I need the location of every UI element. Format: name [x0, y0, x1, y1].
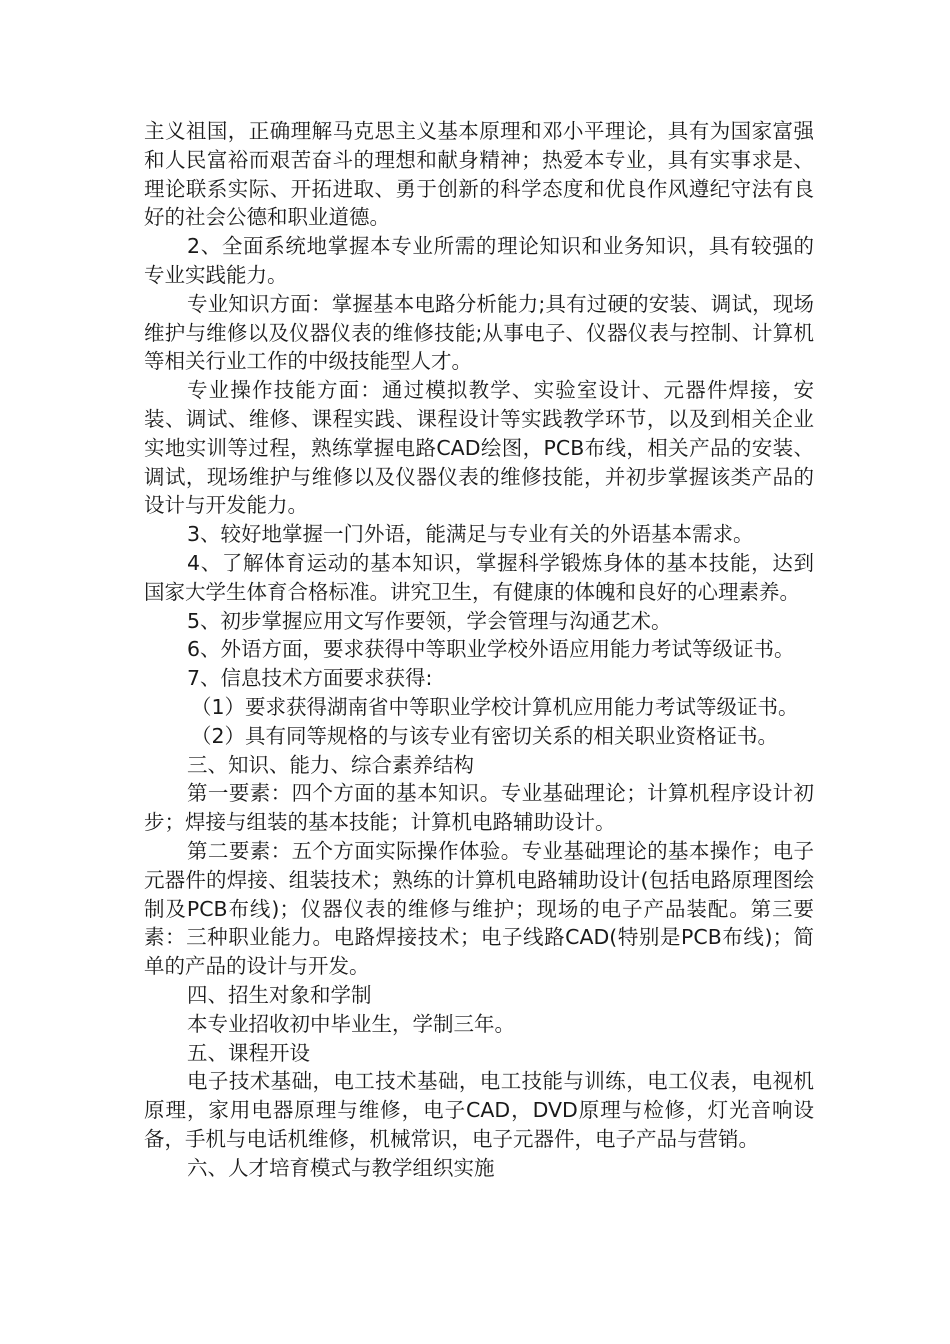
paragraph-professional-knowledge: 专业知识方面：掌握基本电路分析能力;具有过硬的安装、调试，现场维护与维修以及仪器仪表的维修技能;从事电子、仪器仪表与控制、计算机等相关行业工作的中级技能型人才。 — [144, 291, 814, 374]
section-heading-6: 六、人才培育模式与教学组织实施 — [187, 1155, 495, 1180]
paragraph-courses: 电子技术基础，电工技术基础，电工技能与训练，电工仪表，电视机原理，家用电器原理与维修，电子CAD，DVD原理与检修，灯光音响设备，手机与电话机维修，机械常识，电子元器件，电子产品与营销。 — [144, 1069, 814, 1151]
paragraph-sub-item-2: （2）具有同等规格的与该专业有密切关系的相关职业资格证书。 — [191, 723, 779, 748]
paragraph-ideology: 主义祖国，正确理解马克思主义基本原理和邓小平理论，具有为国家富强和人民富裕而艰苦奋斗的理想和献身精神；热爱本专业，具有实事求是、理论联系实际、开拓进取、勇于创新的科学态度和优良作风遵纪守法有良好的社会公德和职业道德。 — [144, 119, 814, 230]
paragraph-first-element: 第一要素：四个方面的基本知识。专业基础理论；计算机程序设计初步；焊接与组装的基本技能；计算机电路辅助设计。 — [144, 781, 814, 835]
paragraph-item-3: 3、较好地掌握一门外语，能满足与专业有关的外语基本需求。 — [187, 522, 754, 547]
paragraph-item-6: 6、外语方面，要求获得中等职业学校外语应用能力考试等级证书。 — [187, 637, 795, 662]
document-body — [144, 117, 814, 1182]
paragraph-item-2: 2、全面系统地掌握本专业所需的理论知识和业务知识，具有较强的专业实践能力。 — [144, 234, 814, 287]
paragraph-item-4: 4、了解体育运动的基本知识，掌握科学锻炼身体的基本技能，达到国家大学生体育合格标准。讲究卫生，有健康的体魄和良好的心理素养。 — [144, 550, 814, 604]
paragraph-second-element: 第二要素：五个方面实际操作体验。专业基础理论的基本操作；电子元器件的焊接、组装技术；熟练的计算机电路辅助设计(包括电路原理图绘制及PCB布线)；仪器仪表的维修与维护；现场的电子产品装配。第三要素：三种职业能力。电路焊接技术；电子线路CAD(特别是PCB布线)；简单的产品的设计与开发。 — [144, 838, 814, 979]
paragraph-enrollment: 本专业招收初中毕业生，学制三年。 — [187, 1011, 515, 1036]
paragraph-item-5: 5、初步掌握应用文写作要领，学会管理与沟通艺术。 — [187, 608, 672, 633]
paragraph-operating-skills: 专业操作技能方面：通过模拟教学、实验室设计、元器件焊接，安装、调试、维修、课程实践、课程设计等实践教学环节，以及到相关企业实地实训等过程，熟练掌握电路CAD绘图，PCB布线，相关产品的安装、调试，现场维护与维修以及仪器仪表的维修技能，并初步掌握该类产品的设计与开发能力。 — [144, 378, 814, 518]
section-heading-4: 四、招生对象和学制 — [187, 982, 372, 1007]
paragraph-sub-item-1: （1）要求获得湖南省中等职业学校计算机应用能力考试等级证书。 — [191, 694, 799, 719]
paragraph-item-7: 7、信息技术方面要求获得: — [187, 666, 433, 691]
section-heading-5: 五、课程开设 — [187, 1040, 310, 1065]
section-heading-3: 三、知识、能力、综合素养结构 — [187, 752, 474, 777]
